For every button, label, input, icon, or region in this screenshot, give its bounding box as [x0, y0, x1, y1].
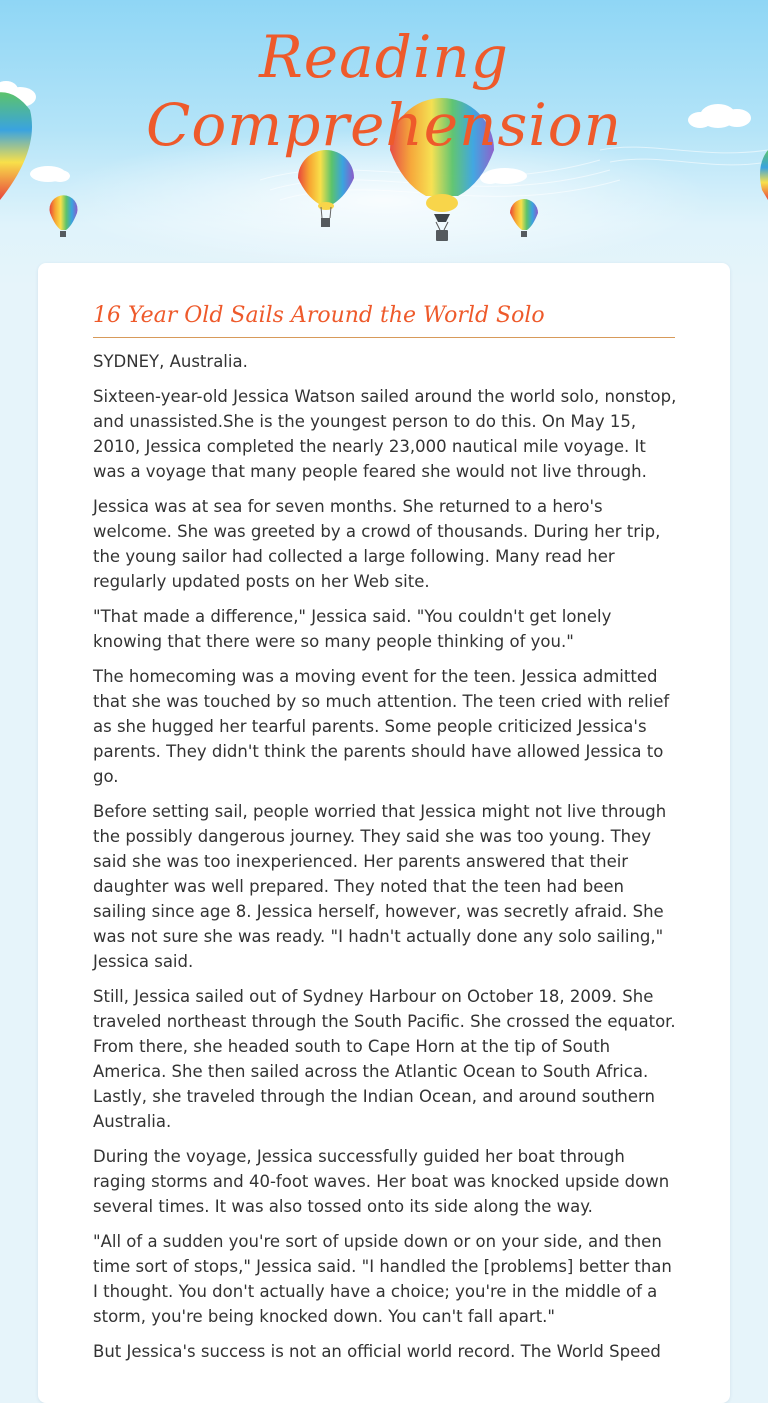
page-title-line-1: Reading: [259, 23, 509, 91]
article-paragraph: SYDNEY, Australia.: [93, 352, 248, 371]
article-body: [93, 349, 677, 1374]
article-title: 16 Year Old Sails Around the World Solo: [93, 299, 675, 338]
article-paragraph: Jessica was at sea for seven months. She returned to a hero's welcome. She was greeted by a crowd of thousands. During her trip, the young sailor had collected a large following. Many read her regularly updated posts on her Web site.: [93, 497, 661, 591]
article-paragraph: Still, Jessica sailed out of Sydney Harbour on October 18, 2009. She traveled northeast through the South Pacific. She crossed the equator. From there, she headed south to Cape Horn at the tip of South America. She then sailed across the Atlantic Ocean to South Africa. Lastly, she traveled through the Indian Ocean, and around southern Australia.: [93, 987, 676, 1131]
page-title-line-2: Comprehension: [145, 91, 623, 159]
article-paragraph: "All of a sudden you're sort of upside down or on your side, and then time sort of stops," Jessica said. "I handled the [problems] better than I thought. You don't actually have a choice; you're in the middle of a storm, you're being knocked down. You can't fall apart.": [93, 1232, 672, 1326]
article-paragraph: "That made a difference," Jessica said. "You couldn't get lonely knowing that there were so many people thinking of you.": [93, 607, 612, 651]
article-paragraph: Before setting sail, people worried that Jessica might not live through the possibly dangerous journey. They said she was too young. They said she was too inexperienced. Her parents answered that their daughter was well prepared. They noted that the teen had been sailing since age 8. Jessica herself, however, was secretly afraid. She was not sure she was ready. "I hadn't actually done any solo sailing," Jessica said.: [93, 802, 667, 971]
article-paragraph: But Jessica's success is not an official world record. The World Speed: [93, 1342, 661, 1361]
article-paragraph: During the voyage, Jessica successfully guided her boat through raging storms and 40-foot waves. Her boat was knocked upside down several times. It was also tossed onto its side along the way.: [93, 1147, 670, 1216]
header-banner: [0, 0, 768, 288]
article-card: [38, 263, 730, 1403]
article-paragraph: Sixteen-year-old Jessica Watson sailed around the world solo, nonstop, and unassisted.She is the youngest person to do this. On May 15, 2010, Jessica completed the nearly 23,000 nautical mile voyage. It was a voyage that many people feared she would not live through.: [93, 387, 677, 481]
article-paragraph: The homecoming was a moving event for the teen. Jessica admitted that she was touched by so much attention. The teen cried with relief as she hugged her tearful parents. Some people criticized Jessica's parents. They didn't think the parents should have allowed Jessica to go.: [93, 667, 670, 786]
